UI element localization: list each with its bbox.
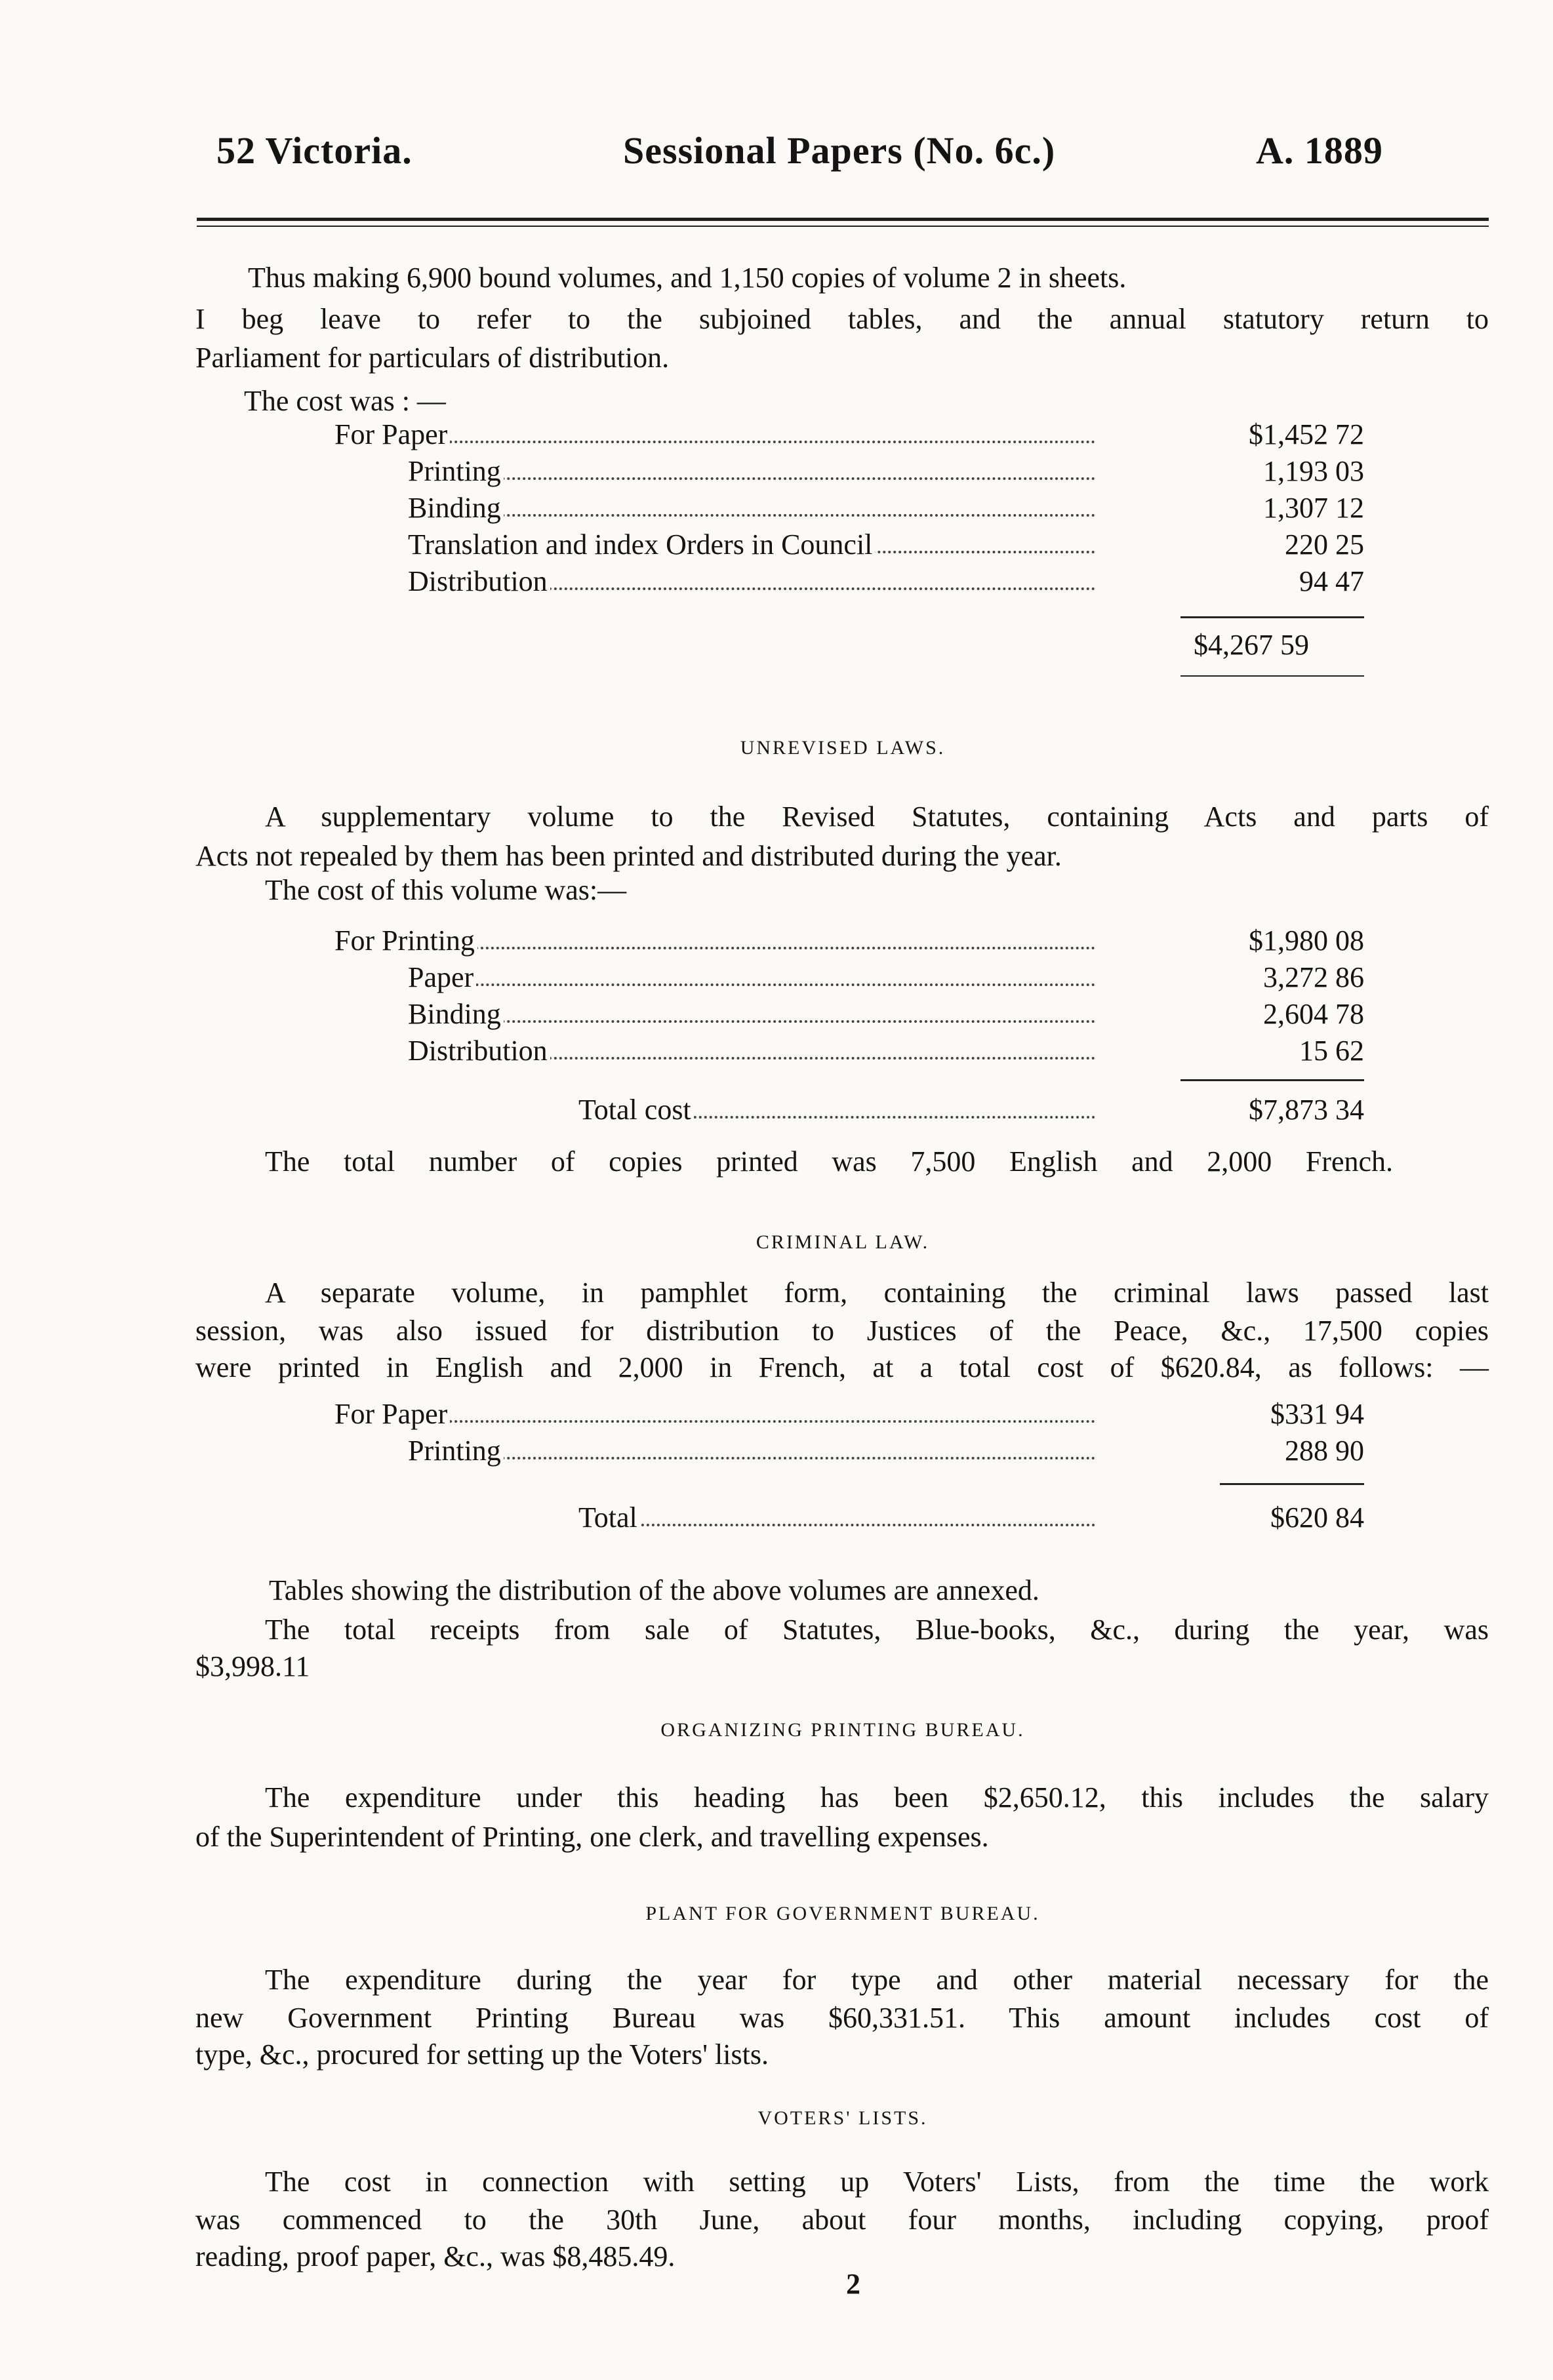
cost-label: Distribution: [408, 1035, 550, 1067]
total-label: Total cost: [578, 1094, 694, 1126]
plant-line-3: type, &c., procured for setting up the Voters' lists.: [195, 2038, 769, 2071]
cost-label: Binding: [408, 998, 504, 1030]
total-row: [578, 1501, 1364, 1534]
leader-dots: [578, 1524, 1095, 1526]
cost-amount: $1,980 08: [1242, 924, 1364, 957]
unrevised-line-3: The cost of this volume was:—: [265, 874, 627, 906]
section-heading-unrevised-laws: UNREVISED LAWS.: [740, 737, 946, 759]
cost-total: $4,267 59: [1194, 629, 1309, 661]
header-title: Sessional Papers (No. 6c.): [623, 129, 1056, 172]
cost-label: Printing: [408, 455, 504, 487]
header-rule-thick: [197, 218, 1489, 221]
voters-line-1: The cost in connection with setting up Voters' Lists, from the time the work: [265, 2166, 1489, 2198]
cost-label: Paper: [408, 961, 476, 993]
cost-row: [334, 1398, 1364, 1431]
header-year: A. 1889: [1256, 129, 1383, 172]
unrevised-line-2: Acts not repealed by them has been printed and distributed during the year.: [195, 840, 1062, 872]
cost-label: Printing: [408, 1435, 504, 1467]
cost-amount: 220 25: [1278, 528, 1364, 561]
leader-dots: [408, 1020, 1095, 1023]
criminal-line-2: session, was also issued for distribution to Justices of the Peace, &c., 17,500 copies: [195, 1315, 1489, 1347]
section-heading-voters-lists: VOTERS' LISTS.: [757, 2107, 928, 2129]
section-heading-organizing-bureau: ORGANIZING PRINTING BUREAU.: [660, 1719, 1025, 1741]
leader-dots: [408, 1457, 1095, 1459]
intro-line-2: I beg leave to refer to the subjoined tables, and the annual statutory return to: [195, 303, 1489, 335]
cost-label: For Paper: [334, 1398, 450, 1430]
voters-line-3: reading, proof paper, &c., was $8,485.49.: [195, 2240, 676, 2272]
cost-amount: 2,604 78: [1257, 998, 1364, 1030]
cost-amount: 94 47: [1293, 565, 1364, 597]
cost-row: [408, 961, 1364, 994]
unrevised-line-1: A supplementary volume to the Revised Statutes, containing Acts and parts of: [265, 801, 1489, 833]
page-number: 2: [846, 2268, 860, 2300]
total-row: [578, 1094, 1364, 1126]
sum-rule: [1180, 616, 1364, 618]
cost-label: Distribution: [408, 565, 550, 597]
sum-rule: [1220, 1483, 1364, 1485]
cost-row: [334, 924, 1364, 957]
section-heading-plant-bureau: PLANT FOR GOVERNMENT BUREAU.: [645, 1903, 1040, 1924]
cost-amount: 288 90: [1278, 1435, 1364, 1467]
cost-label: For Paper: [334, 418, 450, 450]
intro-line-3: Parliament for particulars of distribution.: [195, 342, 670, 374]
cost-amount: 15 62: [1293, 1035, 1364, 1067]
cost-label: For Printing: [334, 924, 477, 957]
plant-line-1: The expenditure during the year for type and other material necessary for the: [265, 1964, 1489, 1996]
receipts-line-1: The total receipts from sale of Statutes, Blue-books, &c., during the year, was: [265, 1614, 1489, 1646]
total-label: Total: [578, 1501, 640, 1534]
total-amount: $620 84: [1264, 1501, 1364, 1534]
sum-double-rule: [1180, 675, 1364, 677]
organizing-line-1: The expenditure under this heading has been $2,650.12, this includes the salary: [265, 1781, 1489, 1814]
cost-row: [408, 492, 1364, 525]
intro-line-1: Thus making 6,900 bound volumes, and 1,150 copies of volume 2 in sheets.: [248, 262, 1127, 294]
header-session: 52 Victoria.: [216, 129, 413, 172]
cost-row: [408, 1035, 1364, 1067]
leader-dots: [408, 514, 1095, 517]
receipts-line-2: $3,998.11: [195, 1650, 310, 1682]
cost-row: [408, 1435, 1364, 1467]
header-rule-thin: [197, 226, 1489, 227]
cost-row: [334, 418, 1364, 451]
cost-amount: 3,272 86: [1257, 961, 1364, 993]
criminal-line-3: were printed in English and 2,000 in French, at a total cost of $620.84, as follows: —: [195, 1351, 1489, 1383]
tables-annexed-note: Tables showing the distribution of the above volumes are annexed.: [269, 1574, 1039, 1606]
sum-rule: [1180, 1079, 1364, 1081]
leader-dots: [408, 477, 1095, 480]
cost-amount: $1,452 72: [1242, 418, 1364, 450]
cost-label: Translation and index Orders in Council: [408, 528, 875, 561]
cost-row: [408, 528, 1364, 561]
cost-label: Binding: [408, 492, 504, 524]
copies-printed-line: The total number of copies printed was 7,500 English and 2,000 French.: [265, 1145, 1393, 1178]
cost-row: [408, 565, 1364, 598]
cost-amount: 1,307 12: [1257, 492, 1364, 524]
organizing-line-2: of the Superintendent of Printing, one clerk, and travelling expenses.: [195, 1821, 989, 1853]
cost-amount: 1,193 03: [1257, 455, 1364, 487]
cost-was-label: The cost was : —: [244, 385, 446, 417]
section-heading-criminal-law: CRIMINAL LAW.: [756, 1231, 930, 1253]
criminal-line-1: A separate volume, in pamphlet form, containing the criminal laws passed last: [265, 1277, 1489, 1309]
total-amount: $7,873 34: [1242, 1094, 1364, 1126]
cost-row: [408, 998, 1364, 1031]
leader-dots: [408, 983, 1095, 986]
plant-line-2: new Government Printing Bureau was $60,331.51. This amount includes cost of: [195, 2002, 1489, 2034]
cost-amount: $331 94: [1264, 1398, 1364, 1430]
voters-line-2: was commenced to the 30th June, about four months, including copying, proof: [195, 2204, 1489, 2236]
cost-row: [408, 455, 1364, 488]
